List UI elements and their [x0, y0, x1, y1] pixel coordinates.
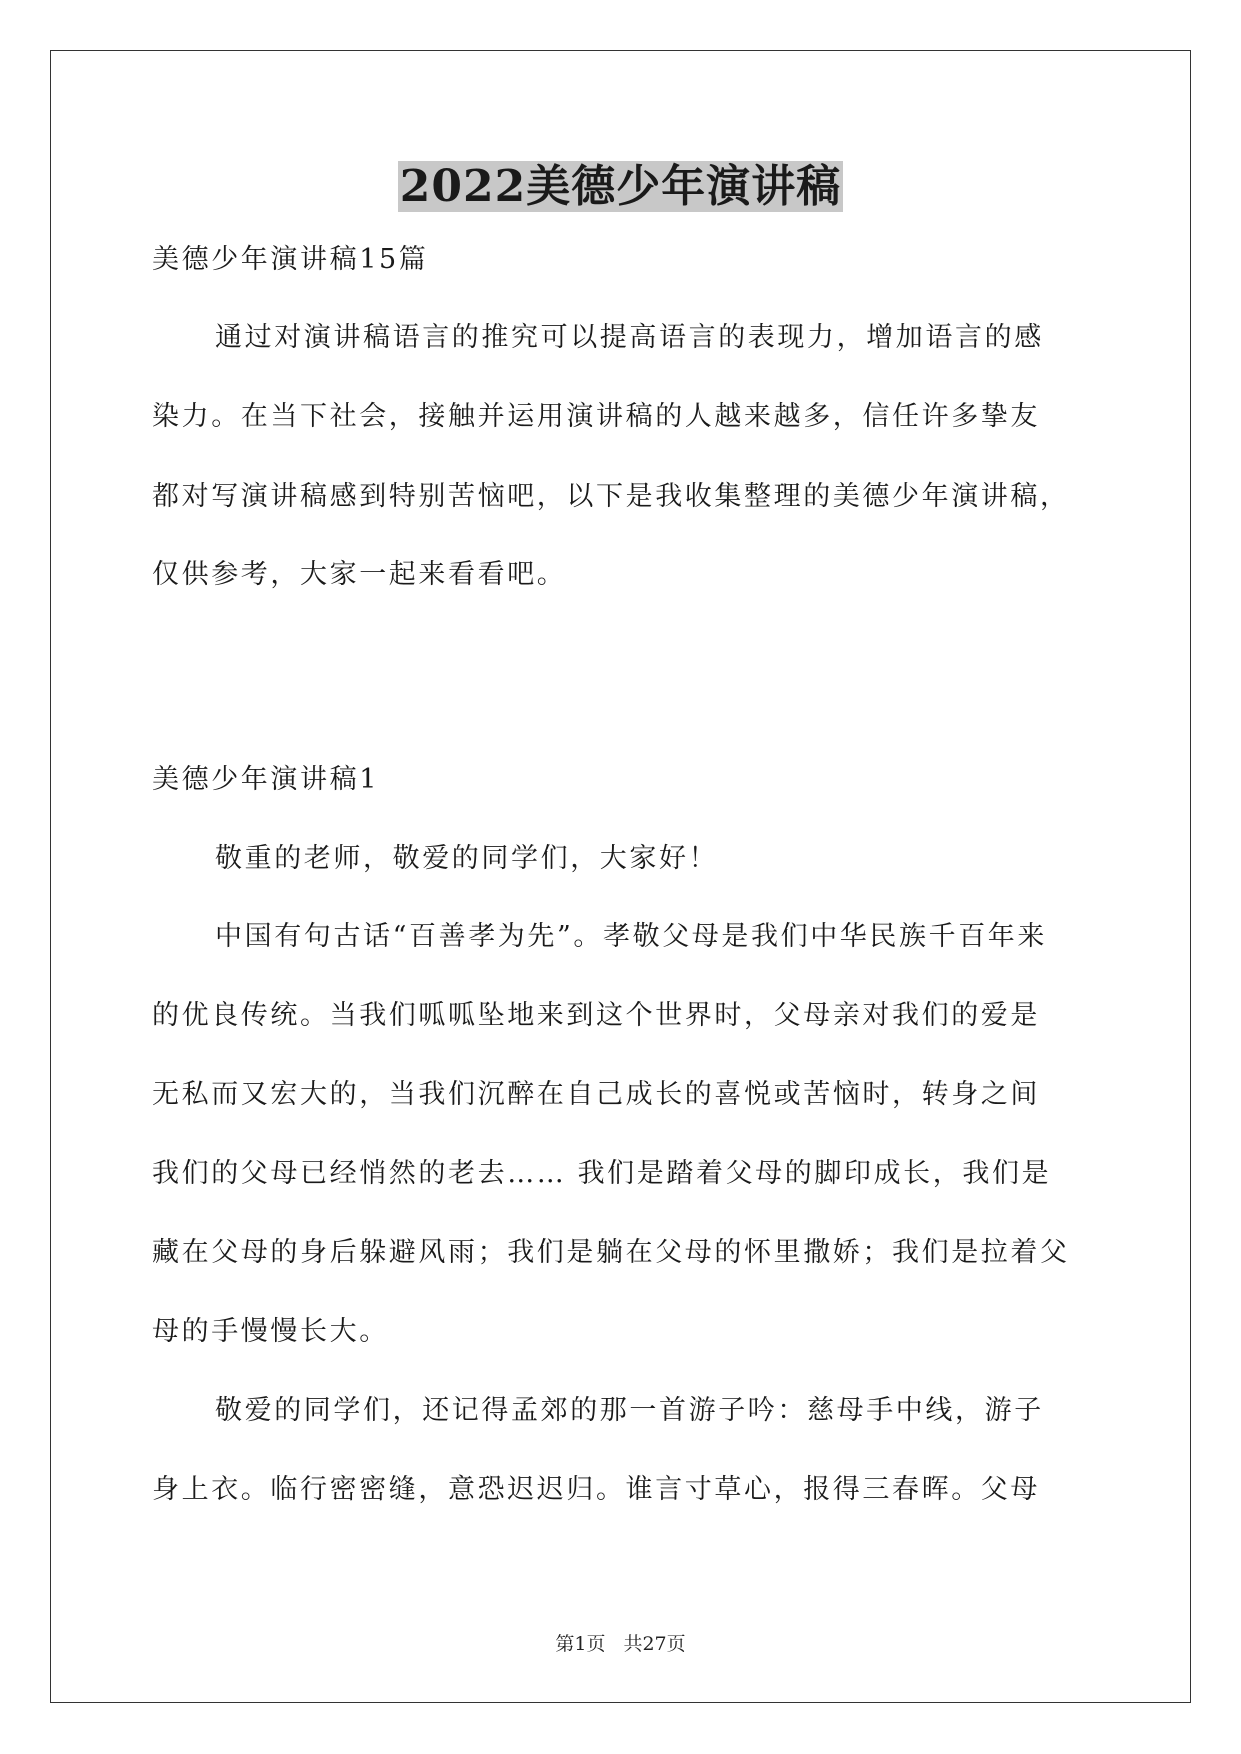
paragraph-line: 通过对演讲稿语言的推究可以提高语言的表现力，增加语言的感 — [215, 322, 1044, 353]
paragraph-line: 身上衣。临行密密缝，意恐迟迟归。谁言寸草心，报得三春晖。父母 — [152, 1474, 1040, 1505]
document-title: 2022美德少年演讲稿 — [399, 161, 842, 212]
paragraph-line: 我们的父母已经悄然的老去…… 我们是踏着父母的脚印成长，我们是 — [152, 1158, 1052, 1189]
page-total: 共27页 — [623, 1633, 686, 1655]
paragraph-line: 中国有句古话“百善孝为先”。孝敬父母是我们中华民族千百年来 — [215, 921, 1048, 952]
paragraph-line: 敬爱的同学们，还记得孟郊的那一首游子吟：慈母手中线，游子 — [215, 1395, 1044, 1426]
paragraph-line: 无私而又宏大的，当我们沉醉在自己成长的喜悦或苦恼时，转身之间 — [152, 1079, 1040, 1110]
paragraph-line: 染力。在当下社会，接触并运用演讲稿的人越来越多，信任许多挚友 — [152, 401, 1040, 432]
page-number: 第1页 — [555, 1633, 606, 1655]
paragraph-line: 母的手慢慢长大。 — [152, 1316, 389, 1347]
paragraph-line: 的优良传统。当我们呱呱坠地来到这个世界时，父母亲对我们的爱是 — [152, 1000, 1040, 1031]
document-subtitle: 美德少年演讲稿15篇 — [152, 244, 429, 275]
section-heading: 美德少年演讲稿1 — [152, 764, 379, 795]
paragraph-line: 藏在父母的身后躲避风雨；我们是躺在父母的怀里撒娇；我们是拉着父 — [152, 1237, 1070, 1268]
paragraph-line: 仅供参考，大家一起来看看吧。 — [152, 559, 567, 590]
paragraph-line: 敬重的老师，敬爱的同学们，大家好！ — [215, 843, 719, 874]
paragraph-line: 都对写演讲稿感到特别苦恼吧，以下是我收集整理的美德少年演讲稿， — [152, 481, 1070, 512]
page-footer — [0, 1632, 1241, 1656]
